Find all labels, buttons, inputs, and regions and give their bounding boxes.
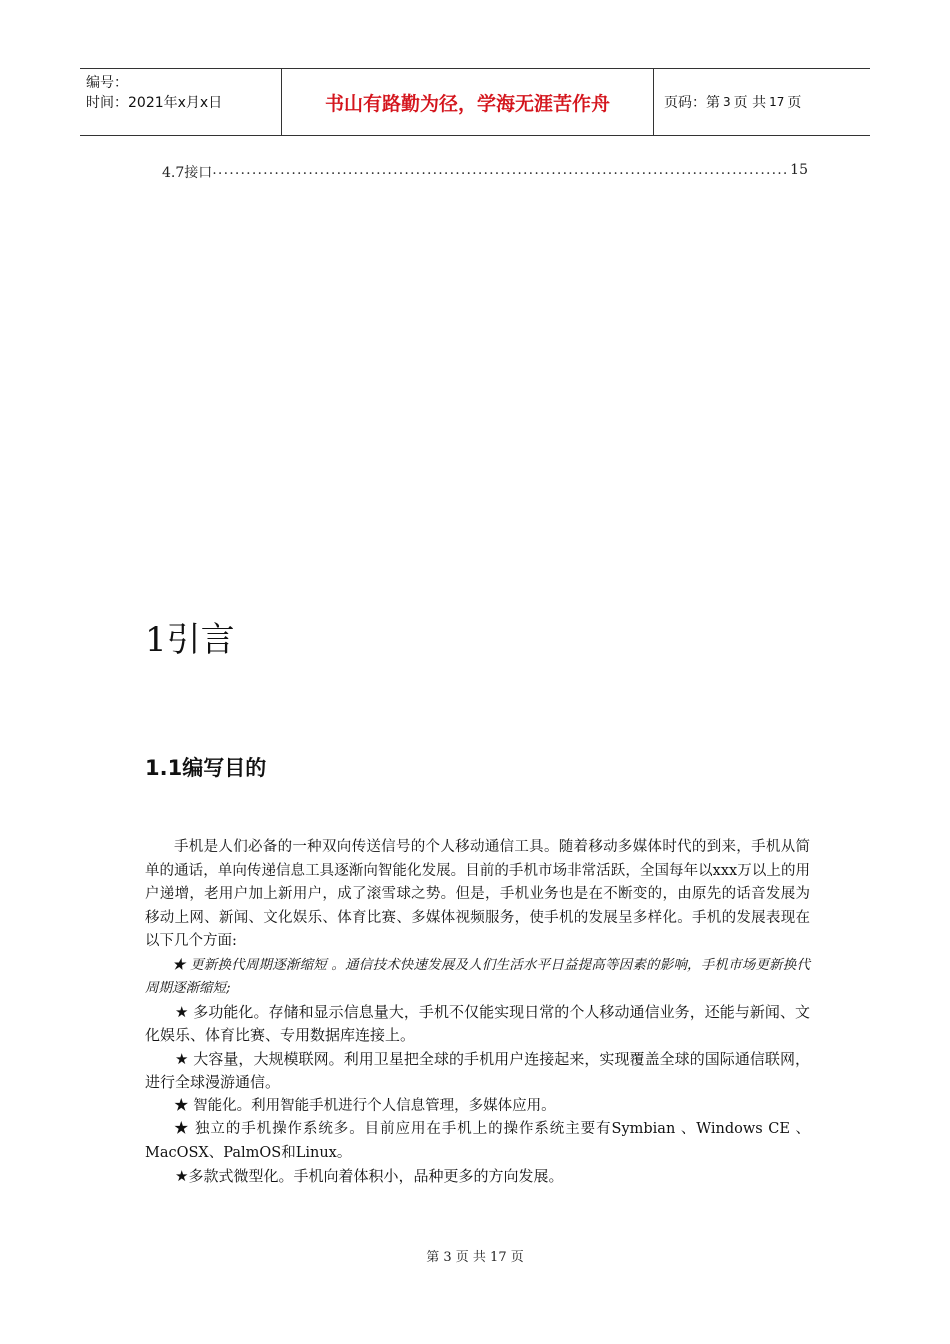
page-suffix: 页 <box>787 95 802 111</box>
page-current: 3 <box>723 95 731 109</box>
header-page-info <box>654 69 870 135</box>
bullet-item: ★ 独立的手机操作系统多。目前应用在手机上的操作系统主要有Symbian 、Windows CE 、MacOSX、PalmOS和Linux。 <box>145 1121 810 1161</box>
date-label: 时间：2021年x月x日 <box>86 95 223 111</box>
subsection-heading: 1.1编写目的 <box>145 756 267 780</box>
bullet-item: ★ 大容量，大规模联网。利用卫星把全球的手机用户连接起来，实现覆盖全球的国际通信联网，进行全球漫游通信。 <box>145 1049 810 1091</box>
bullet-item: ★ 智能化。利用智能手机进行个人信息管理，多媒体应用。 <box>174 1097 556 1114</box>
page-mid: 页 共 <box>733 95 767 111</box>
toc-leader-dots <box>212 162 790 182</box>
bullet-item: ★ 多功能化。存储和显示信息量大，手机不仅能实现日常的个人移动通信业务，还能与新闻、文化娱乐、体育比赛、专用数据库连接上。 <box>145 1002 810 1044</box>
header-motto: 书山有路勤为径，学海无涯苦作舟 <box>282 69 654 135</box>
intro-paragraph: 手机是人们必备的一种双向传送信号的个人移动通信工具。随着移动多媒体时代的到来，手机从简单的通话，单向传递信息工具逐渐向智能化发展。目前的手机市场非常活跃，全国每年以xxx万以上的用户递增，老用户加上新用户，成了滚雪球之势。但是，手机业务也是在不断变的，由原先的话音发展为移动上网、新闻、文化娱乐、体育比赛、多媒体视频服务，使手机的发展呈多样化。手机的发展表现在以下几个方面: <box>145 839 810 949</box>
doc-number-label: 编号： <box>86 75 128 91</box>
section-heading: 1引言 <box>145 620 235 660</box>
header-info-cell <box>80 69 282 135</box>
header-table <box>80 68 870 136</box>
toc-entry-page: 15 <box>790 162 808 178</box>
page-prefix: 页码：第 <box>664 95 720 111</box>
page-total: 17 <box>769 95 785 109</box>
page-footer: 第 3 页 共 17 页 <box>426 1250 524 1265</box>
bullet-item: ★多款式微型化。手机向着体积小，品种更多的方向发展。 <box>175 1167 564 1185</box>
toc-entry[interactable] <box>162 162 808 182</box>
toc-entry-label: 4.7接口 <box>162 165 213 181</box>
body-text <box>145 836 810 1189</box>
bullet-item: ★ 更新换代周期逐渐缩短 。通信技术快速发展及人们生活水平日益提高等因素的影响，手机市场更新换代周期逐渐缩短; <box>145 956 810 996</box>
